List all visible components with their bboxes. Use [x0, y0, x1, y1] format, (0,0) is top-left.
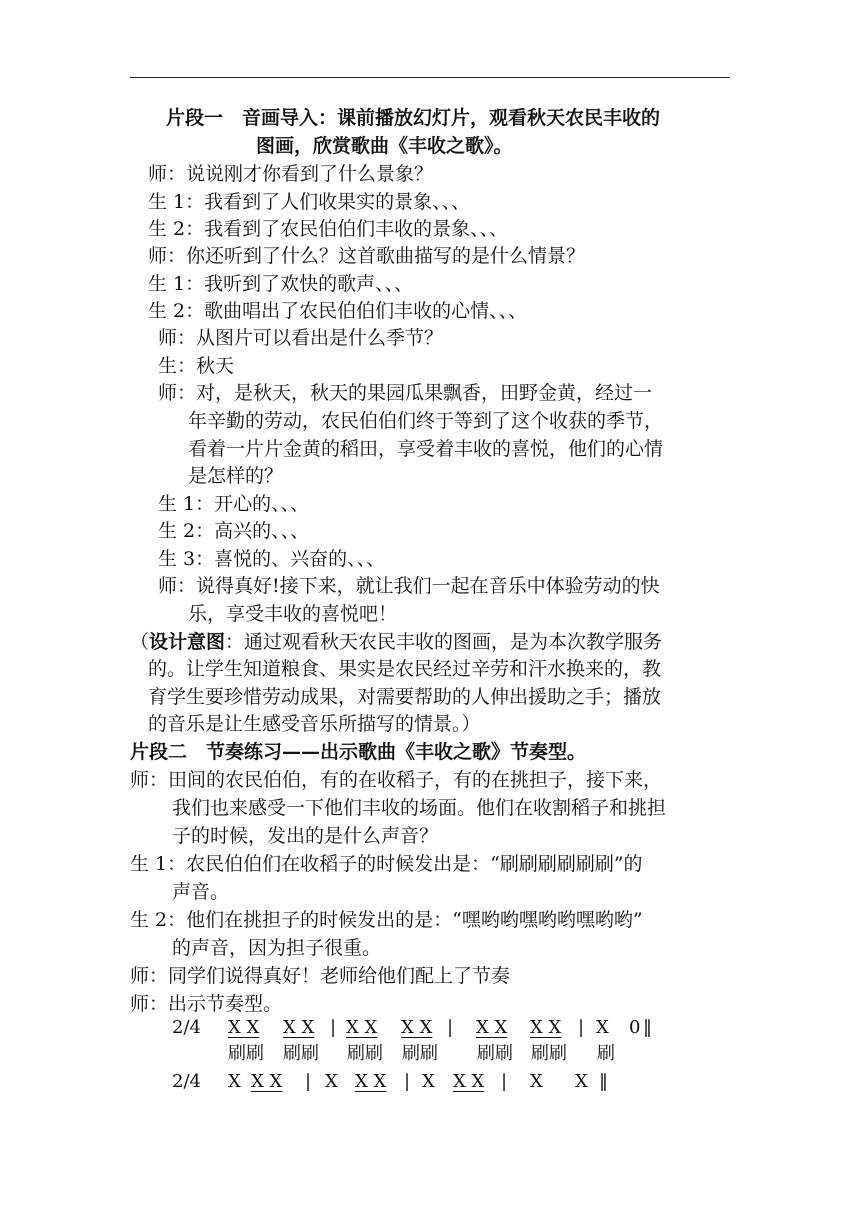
rhythm-note: X X — [346, 1017, 378, 1038]
rhythm-syllable: 刷刷 — [531, 1043, 567, 1064]
dialog-line-cont: 声音。 — [172, 881, 230, 903]
segment-one-title-cont: 图画，欣赏歌曲《丰收之歌》。 — [256, 135, 513, 157]
dialog-line: 生 1：我看到了人们收果实的景象、、、 — [148, 191, 471, 213]
dialog-line: 师：说说刚才你看到了什么景象？ — [148, 163, 434, 185]
segment-two-title: 片段二 节奏练习——出示歌曲《丰收之歌》节奏型。 — [130, 741, 587, 763]
rhythm-note: X X — [228, 1017, 260, 1038]
rhythm-syllable: 刷刷 — [477, 1043, 513, 1064]
dialog-line: 生 2：高兴的、、、 — [158, 520, 310, 542]
dialog-line: 师：出示节奏型。 — [130, 993, 283, 1015]
rhythm-note: X X — [530, 1017, 562, 1038]
dialog-line-cont: 年辛勤的劳动，农民伯伯们终于等到了这个收获的季节， — [188, 410, 664, 432]
rhythm-note: X X — [453, 1071, 485, 1092]
rhythm-barline: | — [447, 1017, 454, 1038]
rhythm-syllable: 刷刷 — [228, 1043, 264, 1064]
rhythm-note: X X — [283, 1017, 315, 1038]
dialog-line: 师：说得真好!接下来，就让我们一起在音乐中体验劳动的快 — [158, 575, 660, 597]
rhythm-note: X X — [476, 1017, 508, 1038]
rhythm-note: X — [596, 1017, 609, 1038]
rhythm-syllable: 刷 — [597, 1043, 615, 1064]
design-intent — [130, 628, 662, 656]
design-intent-line: 的音乐是让生感受音乐所描写的情景。） — [148, 713, 481, 735]
rhythm-note: X — [530, 1071, 543, 1092]
dialog-line-cont: 乐，享受丰收的喜悦吧！ — [188, 603, 398, 625]
rhythm-final-barline: ‖ — [643, 1017, 652, 1038]
rhythm-note: X — [325, 1071, 338, 1092]
rhythm-final-barline: ‖ — [599, 1071, 608, 1092]
dialog-line: 师：田间的农民伯伯，有的在收稻子，有的在挑担子，接下来， — [130, 769, 663, 791]
rhythm-note: X X — [355, 1071, 387, 1092]
dialog-line: 师：你还听到了什么？这首歌曲描写的是什么情景？ — [148, 245, 586, 267]
dialog-line: 师：同学们说得真好！老师给他们配上了节奏 — [130, 965, 511, 987]
rhythm-meter-1: 2/4 — [172, 1017, 201, 1038]
dialog-line: 生 2：我看到了农民伯伯们丰收的景象、、、 — [148, 218, 509, 240]
rhythm-syllable: 刷刷 — [347, 1043, 383, 1064]
dialog-line-cont: 看着一片片金黄的稻田，享受着丰收的喜悦，他们的心情 — [188, 438, 664, 460]
dialog-line: 生 1：农民伯伯们在收稻子的时候发出是：“刷刷刷刷刷刷”的 — [130, 853, 643, 875]
rhythm-barline: | — [501, 1071, 508, 1092]
rhythm-barline: | — [330, 1017, 337, 1038]
rhythm-note: X X — [251, 1071, 283, 1092]
dialog-line: 生 2：歌曲唱出了农民伯伯们丰收的心情、、、 — [148, 300, 528, 322]
rhythm-syllable: 刷刷 — [402, 1043, 438, 1064]
rhythm-barline: | — [404, 1071, 411, 1092]
design-intent-line: 育学生要珍惜劳动成果，对需要帮助的人伸出援助之手；播放 — [148, 686, 662, 708]
dialog-line: 师：从图片可以看出是什么季节？ — [158, 327, 444, 349]
dialog-line: 生 1：我听到了欢快的歌声、、、 — [148, 273, 414, 295]
dialog-line-cont: 的声音，因为担子很重。 — [172, 937, 382, 959]
rhythm-note: X — [422, 1071, 435, 1092]
design-open-paren: （ — [130, 631, 150, 653]
dialog-line-cont: 是怎样的？ — [188, 465, 284, 487]
dialog-line: 师：对，是秋天，秋天的果园瓜果飘香，田野金黄，经过一 — [158, 382, 653, 404]
rhythm-barline: | — [578, 1017, 585, 1038]
dialog-line-cont: 我们也来感受一下他们丰收的场面。他们在收割稻子和挑担 — [172, 797, 667, 819]
design-intent-line: 的。让学生知道粮食、果实是农民经过辛劳和汗水换来的，教 — [148, 658, 662, 680]
rhythm-barline: | — [305, 1071, 312, 1092]
dialog-line: 生：秋天 — [158, 355, 235, 377]
dialog-line: 生 3：喜悦的、兴奋的、、、 — [158, 548, 386, 570]
dialog-line: 生 2：他们在挑担子的时候发出的是：“嘿哟哟嘿哟哟嘿哟哟” — [130, 909, 643, 931]
rhythm-note: X — [228, 1071, 241, 1092]
rhythm-meter-2: 2/4 — [172, 1071, 201, 1092]
header-rule — [130, 77, 730, 78]
rhythm-note: X — [575, 1071, 588, 1092]
dialog-line-cont: 子的时候，发出的是什么声音？ — [172, 825, 439, 847]
design-intent-label: 设计意图 — [149, 631, 226, 653]
rhythm-rest: 0 — [629, 1017, 641, 1038]
rhythm-syllable: 刷刷 — [283, 1043, 319, 1064]
rhythm-note: X X — [401, 1017, 433, 1038]
design-intent-text: ：通过观看秋天农民丰收的图画，是为本次教学服务 — [225, 631, 663, 653]
segment-one-title: 片段一 音画导入：课前播放幻灯片，观看秋天农民丰收的 — [166, 107, 661, 129]
dialog-line: 生 1：开心的、、、 — [158, 493, 310, 515]
